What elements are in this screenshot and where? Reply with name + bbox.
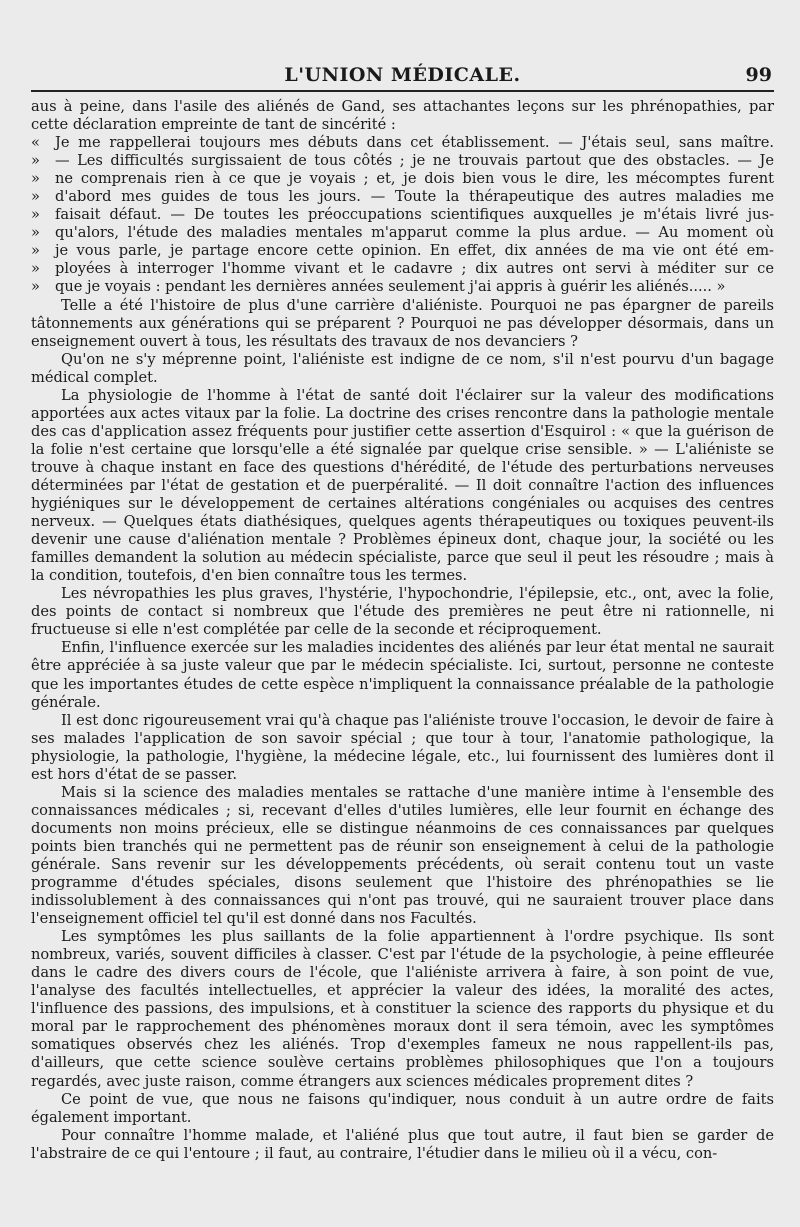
quote-line bbox=[31, 152, 774, 170]
quote-text: d'abord mes guides de tous les jours. — Toute la thérapeutique des autres maladies me bbox=[55, 188, 774, 206]
paragraph: Enfin, l'influence exercée sur les maladies incidentes des aliénés par leur état mental ne saurait être appréciée à sa juste valeur que par le médecin spécialiste. Ici, surtout, personne ne conteste que les importantes études de cette espèce n'impliquent la connaissance préalable de la pathologie générale. bbox=[31, 639, 774, 711]
quote-mark: » bbox=[31, 170, 40, 188]
quote-text: faisait défaut. — De toutes les préoccupations scientifiques auxquelles je m'étais livré jus- bbox=[55, 206, 774, 224]
quote-text: ployées à interroger l'homme vivant et le cadavre ; dix autres ont servi à méditer sur ce bbox=[55, 260, 774, 278]
paragraph: Les symptômes les plus saillants de la folie appartiennent à l'ordre psychique. Ils sont nombreux, variés, souvent difficiles à classer. C'est par l'étude de la psychologie, à peine effleurée dans le cadre des divers cours de l'école, que l'aliéniste arrivera à faire, à son point de vue, l'analyse des facultés intellectuelles, et apprécier la valeur des idées, la moralité des actes, l'influence des passions, des impulsions, et à constituer la science des rapports du physique et du moral par le rapprochement des phénomènes moraux dont il sera témoin, avec les symptômes somatiques observés chez les aliénés. Trop d'exemples fameux ne nous rappellent-ils pas, d'ailleurs, que cette science soulève certains problèmes philosophiques que l'on a toujours regardés, avec juste raison, comme étrangers aux sciences médicales proprement dites ? bbox=[31, 928, 774, 1090]
quote-text: que je voyais : pendant les dernières années seulement j'ai appris à guérir les aliénés..... » bbox=[55, 278, 726, 296]
paragraph: Mais si la science des maladies mentales se rattache d'une manière intime à l'ensemble des connaissances médicales ; si, recevant d'elles d'utiles lumières, elle leur fournit en échange des documents non moins précieux, elle se distingue néanmoins de ces connaissances par quelques points bien tranchés qui ne permettent pas de réunir son enseignement à celui de la pathologie générale. Sans revenir sur les développements précédents, où serait contenu tout un vaste programme d'études spéciales, disons seulement que l'histoire des phrénopathies se lie indissolublement à des connaissances qui n'ont pas trouvé, qui ne sauraient trouver place dans l'enseignement officiel tel qu'il est donné dans nos Facultés. bbox=[31, 783, 774, 928]
quote-text: — Les difficultés surgissaient de tous côtés ; je ne trouvais partout que des obstacles. — Je bbox=[55, 152, 774, 170]
quote-mark: » bbox=[31, 224, 40, 242]
quote-mark: » bbox=[31, 188, 40, 206]
quote-mark: » bbox=[31, 152, 40, 170]
paragraph: La physiologie de l'homme à l'état de santé doit l'éclairer sur la valeur des modifications apportées aux actes vitaux par la folie. La doctrine des crises rencontre dans la pathologie mentale des cas d'application assez fréquents pour justifier cette assertion d'Esquirol : « que la guérison de la folie n'est certaine que lorsqu'elle a été signalée par quelque crise sensible. » — L'aliéniste se trouve à chaque instant en face des questions d'hérédité, de l'étude des perturbations nerveuses déterminées par l'état de gestation et de puerpéralité. — Il doit connaître l'action des influences hygiéniques sur le développement de certaines altérations congéniales ou acquises des centres nerveux. — Quelques états diathésiques, quelques agents thérapeutiques ou toxiques peuvent-ils devenir une cause d'aliénation mentale ? Problèmes épineux dont, chaque jour, la société ou les familles demandent la solution au médecin spécialiste, parce que seul il peut les résoudre ; mais à la condition, toutefois, d'en bien connaître tous les termes. bbox=[31, 386, 774, 585]
quote-line bbox=[31, 134, 774, 152]
paragraph: Telle a été l'histoire de plus d'une carrière d'aliéniste. Pourquoi ne pas épargner de pareils tâtonnements aux générations qui se préparent ? Pourquoi ne pas développer désormais, dans un enseignement ouvert à tous, les résultats des travaux de nos devanciers ? bbox=[31, 296, 774, 350]
quote-line bbox=[31, 188, 774, 206]
quote-text: Je me rappellerai toujours mes débuts dans cet établissement. — J'étais seul, sans maître. bbox=[55, 134, 774, 152]
paragraph: Ce point de vue, que nous ne faisons qu'indiquer, nous conduit à un autre ordre de faits également important. bbox=[31, 1090, 774, 1126]
quotation bbox=[31, 134, 774, 296]
paragraph: Pour connaître l'homme malade, et l'aliéné plus que tout autre, il faut bien se garder de l'abstraire de ce qui l'entoure ; il faut, au contraire, l'étudier dans le milieu où il a vécu, con- bbox=[31, 1126, 774, 1162]
quote-line bbox=[31, 278, 774, 296]
quote-text: je vous parle, je partage encore cette opinion. En effet, dix années de ma vie ont été em- bbox=[55, 242, 774, 260]
page-number: 99 bbox=[745, 64, 772, 86]
body-text bbox=[31, 98, 774, 1163]
quote-mark: » bbox=[31, 206, 40, 224]
quote-line bbox=[31, 170, 774, 188]
quote-line bbox=[31, 260, 774, 278]
opening-paragraph: aus à peine, dans l'asile des aliénés de Gand, ses attachantes leçons sur les phrénopathies, par cette déclaration empreinte de tant de sincérité : bbox=[31, 98, 774, 134]
running-title: L'UNION MÉDICALE. bbox=[284, 64, 521, 86]
quote-text: ne comprenais rien à ce que je voyais ; et, je dois bien vous le dire, les mécomptes furent bbox=[55, 170, 774, 188]
quote-mark: » bbox=[31, 260, 40, 278]
page-header bbox=[31, 56, 774, 86]
header-rule bbox=[31, 90, 774, 92]
quote-text: qu'alors, l'étude des maladies mentales m'apparut comme la plus ardue. — Au moment où bbox=[55, 224, 774, 242]
paragraph: Il est donc rigoureusement vrai qu'à chaque pas l'aliéniste trouve l'occasion, le devoir de faire à ses malades l'application de son savoir spécial ; que tour à tour, l'anatomie pathologique, la physiologie, la pathologie, l'hygiène, la médecine légale, etc., lui fournissent des lumières dont il est hors d'état de se passer. bbox=[31, 711, 774, 783]
quote-line bbox=[31, 206, 774, 224]
quote-mark: » bbox=[31, 242, 40, 260]
paragraph: Qu'on ne s'y méprenne point, l'aliéniste est indigne de ce nom, s'il n'est pourvu d'un bagage médical complet. bbox=[31, 350, 774, 386]
quote-mark: « bbox=[31, 134, 40, 152]
quote-line bbox=[31, 224, 774, 242]
quote-mark: » bbox=[31, 278, 40, 296]
paragraph: Les névropathies les plus graves, l'hystérie, l'hypochondrie, l'épilepsie, etc., ont, avec la folie, des points de contact si nombreux que l'étude des premières ne peut être ni rationnelle, ni fructueuse si elle n'est complétée par celle de la seconde et réciproquement. bbox=[31, 585, 774, 639]
quote-line bbox=[31, 242, 774, 260]
